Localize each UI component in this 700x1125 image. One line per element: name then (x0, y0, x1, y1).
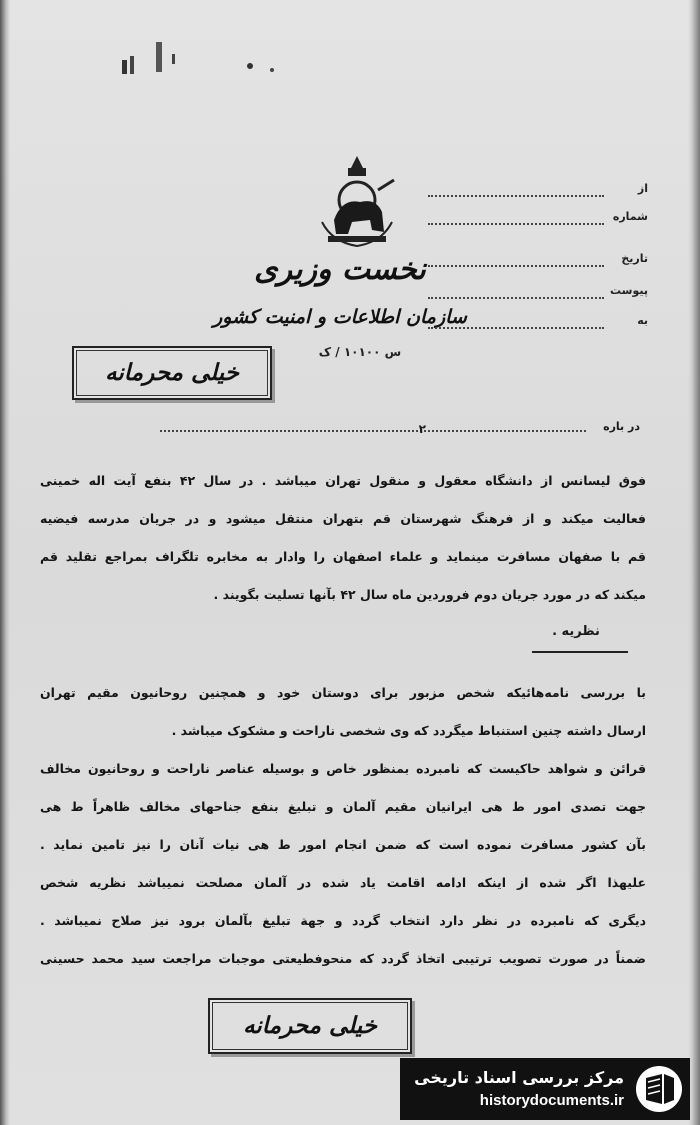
field-label: از (637, 182, 648, 195)
field-label: به (637, 314, 648, 327)
opinion-line: دیگری که نامبرده در نظر دارد انتخاب گردد و جهة تبلیغ بآلمان برود نیز صلاح نمیباشد . (40, 913, 646, 928)
opinion-line: ارسال داشته چنین استنباط میگردد که وی شخصی ناراحت و مشکوک میباشد . (171, 723, 646, 738)
subject-mark: ۲ (418, 422, 426, 436)
field-label: شماره (612, 210, 648, 223)
classification-stamp-bottom: خیلی محرمانه (208, 998, 412, 1054)
reference-number: س ۱۰۱۰۰ / ک (318, 345, 402, 359)
field-label: پیوست (610, 284, 648, 297)
watermark-logo[interactable] (400, 1058, 690, 1120)
opinion-line: قرائن و شواهد حاکیست که نامبرده بمنظور خاص و بوسیله عناصر ناراحت و روحانیون مخالف (40, 761, 646, 776)
field-from (428, 182, 648, 200)
scan-edge-left (0, 0, 10, 1125)
organization-title: سازمان اطلاعات و امنیت کشور (213, 306, 467, 328)
opinion-heading: نظریه . (552, 624, 600, 639)
watermark-title: مرکز بررسی اسناد تاریخی (414, 1068, 624, 1087)
field-line (428, 223, 604, 225)
subject-label: در باره (603, 420, 640, 433)
report-line: فوق لیسانس از دانشگاه معقول و منقول تهران میباشد . در سال ۴۲ بنفع آیت اله خمینی (40, 473, 646, 488)
field-line (428, 265, 604, 267)
archive-book-icon (634, 1064, 684, 1114)
scan-specks (120, 30, 280, 90)
opinion-line: جهت تصدی امور ط هی ایرانیان مقیم آلمان و تبلیغ بنفع جناحهای مخالف ظاهراً ط هی (40, 799, 646, 814)
subject-line (160, 430, 586, 432)
field-attachment (428, 284, 648, 302)
report-line: قم با صفهان مسافرت مینماید و علماء اصفهان را وادار به مخابره تلگراف بمراجع تقلید قم (40, 549, 646, 564)
opinion-line: ضمناً در صورت تصویب ترتیبی اتخاذ گردد که منحوفطیعتی موجبات مراجعت سید محمد حسینی (40, 951, 646, 966)
report-line: فعالیت میکند و از فرهنگ شهرستان قم بتهران منتقل میشود و در جریان مدرسه فیضیه (40, 511, 646, 526)
classification-stamp: خیلی محرمانه (72, 346, 272, 400)
field-label: تاریخ (621, 252, 648, 265)
field-line (428, 327, 604, 329)
lion-and-sun-emblem (312, 150, 402, 250)
scan-edge-right (688, 0, 700, 1125)
field-line (428, 195, 604, 197)
field-to (428, 314, 648, 332)
report-line: میکند که در مورد جریان دوم فروردین ماه سال ۴۲ بآنها تسلیت بگویند . (213, 587, 646, 602)
field-number (428, 210, 648, 228)
opinion-line: با بررسی نامه‌هائیکه شخص مزبور برای دوستان خود و همچنین روحانیون مقیم تهران (40, 685, 646, 700)
opinion-line: علیهذا اگر شده از اینکه ادامه اقامت یاد شده در آلمان مصلحت نمیباشد نظریه شخص (40, 875, 646, 890)
opinion-line: بآن کشور مسافرت نموده است که ضمن انجام امور ط هی نیات آنان را نیز تامین نماید . (40, 837, 646, 852)
opinion-underline (532, 651, 628, 653)
subject-row (160, 420, 640, 440)
field-line (428, 297, 604, 299)
field-date (428, 252, 648, 270)
watermark-url[interactable]: historydocuments.ir (479, 1092, 624, 1109)
ministry-title: نخست وزیری (254, 252, 426, 287)
